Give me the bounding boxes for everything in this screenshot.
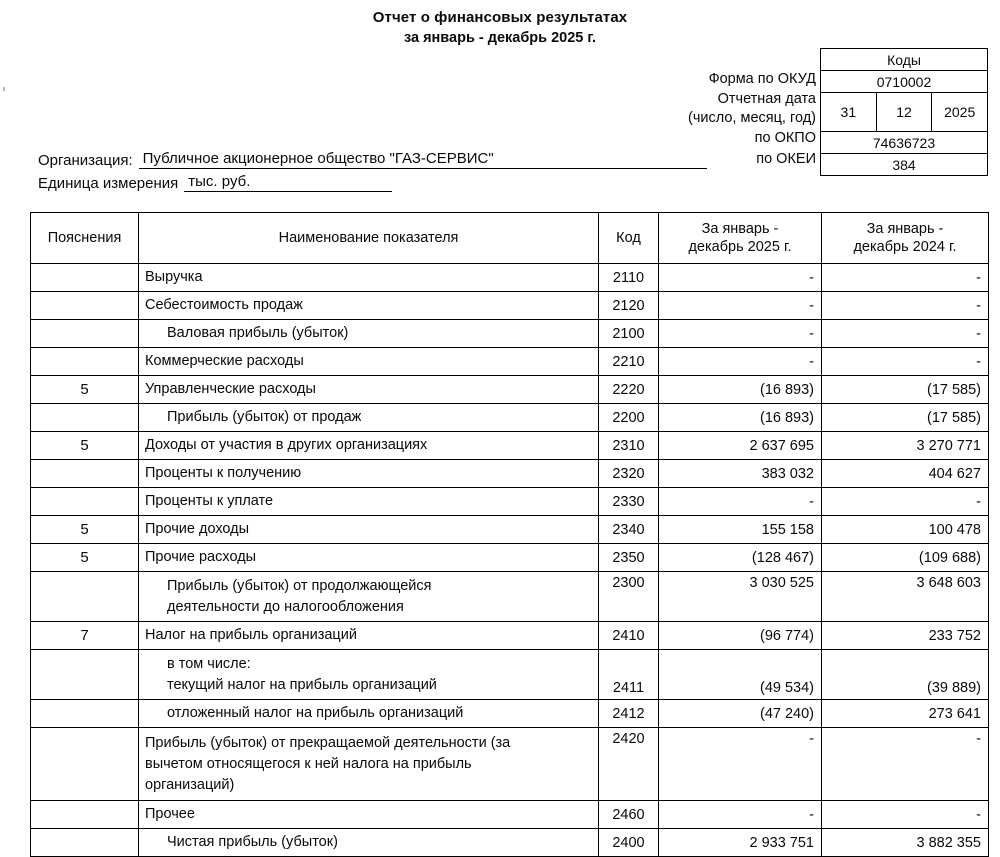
row-label [139, 376, 599, 404]
row-value-current: 2 933 751 [659, 829, 822, 857]
row-notes [31, 801, 139, 829]
financial-results-table [30, 212, 989, 857]
unit-value: тыс. руб. [184, 173, 392, 192]
row-label-line: Прибыль (убыток) от продаж [167, 409, 362, 425]
row-label-line: Прочее [145, 806, 195, 822]
codes-header-spacer [560, 48, 816, 69]
row-notes: 5 [31, 544, 139, 572]
row-notes [31, 264, 139, 292]
table-header-row [31, 213, 989, 264]
row-value-previous: - [822, 348, 989, 376]
row-notes [31, 700, 139, 728]
row-notes [31, 829, 139, 857]
header-previous-period [822, 213, 989, 264]
table-row [31, 650, 989, 700]
row-label [139, 622, 599, 650]
row-code: 2420 [599, 728, 659, 801]
row-label [139, 700, 599, 728]
row-value-current: (96 774) [659, 622, 822, 650]
row-label [139, 460, 599, 488]
row-notes: 5 [31, 516, 139, 544]
table-row [31, 622, 989, 650]
row-notes [31, 488, 139, 516]
report-date-label [560, 90, 816, 128]
report-date-month: 12 [877, 93, 933, 131]
row-notes [31, 460, 139, 488]
row-label [139, 728, 599, 801]
row-value-previous: - [822, 488, 989, 516]
row-label-line: Проценты к получению [145, 465, 302, 481]
table-row [31, 376, 989, 404]
row-label-line: Налог на прибыль организаций [145, 627, 357, 643]
row-value-current: - [659, 728, 822, 801]
okpo-value: 74636723 [821, 132, 987, 154]
row-label-line: вычетом относящегося к ней налога на прибыль [145, 755, 472, 772]
codes-box [820, 48, 988, 176]
row-notes [31, 728, 139, 801]
row-label [139, 264, 599, 292]
table-row [31, 404, 989, 432]
row-value-previous: 100 478 [822, 516, 989, 544]
row-code: 2410 [599, 622, 659, 650]
table-body [31, 264, 989, 857]
organization-name: Публичное акционерное общество "ГАЗ-СЕРВИС" [139, 150, 707, 169]
row-code: 2220 [599, 376, 659, 404]
row-value-previous: (39 889) [822, 650, 989, 700]
row-code: 2460 [599, 801, 659, 829]
row-label [139, 829, 599, 857]
row-notes [31, 650, 139, 700]
table-row [31, 432, 989, 460]
organization-row [38, 146, 707, 169]
row-value-previous: - [822, 320, 989, 348]
row-label-line: отложенный налог на прибыль организаций [167, 705, 464, 721]
header-notes: Пояснения [31, 213, 139, 264]
row-label [139, 516, 599, 544]
okei-value: 384 [892, 156, 916, 173]
row-value-previous: (109 688) [822, 544, 989, 572]
table-row [31, 320, 989, 348]
row-value-current: - [659, 801, 822, 829]
row-code: 2110 [599, 264, 659, 292]
row-label [139, 801, 599, 829]
table-row [31, 700, 989, 728]
unit-row [38, 169, 707, 192]
row-label-line: Управленческие расходы [145, 381, 316, 397]
row-value-current: (16 893) [659, 404, 822, 432]
table-row [31, 829, 989, 857]
row-label-line: Валовая прибыль (убыток) [167, 325, 349, 341]
header-current-line-1: За январь - [701, 221, 779, 237]
row-value-current: (47 240) [659, 700, 822, 728]
header-current-line-2: декабрь 2025 г. [688, 239, 792, 255]
row-value-current: 383 032 [659, 460, 822, 488]
row-notes: 5 [31, 376, 139, 404]
row-notes: 7 [31, 622, 139, 650]
table-row [31, 264, 989, 292]
row-value-current: 155 158 [659, 516, 822, 544]
report-date-day: 31 [821, 93, 877, 131]
row-value-current: 3 030 525 [659, 572, 822, 622]
row-value-current: (16 893) [659, 376, 822, 404]
row-label-line: Проценты к уплате [145, 493, 274, 509]
table-row [31, 516, 989, 544]
okud-value: 0710002 [821, 71, 987, 93]
row-value-previous: (17 585) [822, 376, 989, 404]
row-code: 2120 [599, 292, 659, 320]
table-row [31, 488, 989, 516]
page-subtitle: за январь - декабрь 2025 г. [403, 30, 597, 46]
report-date-year: 2025 [944, 104, 976, 120]
row-code: 2320 [599, 460, 659, 488]
row-label-line: организаций) [145, 776, 235, 793]
row-notes [31, 572, 139, 622]
unit-label: Единица измерения [38, 175, 179, 192]
row-value-current: (49 534) [659, 650, 822, 700]
report-date-label-line-2: (число, месяц, год) [688, 110, 816, 126]
row-label-line: в том числе: [167, 655, 251, 672]
header-previous-line-2: декабрь 2024 г. [853, 239, 957, 255]
table-row [31, 572, 989, 622]
row-label-line: Себестоимость продаж [145, 297, 303, 313]
row-value-current: - [659, 488, 822, 516]
row-value-previous: (17 585) [822, 404, 989, 432]
row-notes [31, 348, 139, 376]
row-code: 2200 [599, 404, 659, 432]
row-value-previous: 273 641 [822, 700, 989, 728]
row-value-previous: 3 882 355 [822, 829, 989, 857]
header-name: Наименование показателя [139, 213, 599, 264]
row-code: 2412 [599, 700, 659, 728]
row-value-current: - [659, 264, 822, 292]
row-value-current: (128 467) [659, 544, 822, 572]
row-code: 2340 [599, 516, 659, 544]
row-label-line: Прибыль (убыток) от прекращаемой деятельности (за [145, 734, 511, 751]
header-current-period [659, 213, 822, 264]
row-label [139, 432, 599, 460]
row-value-previous: - [822, 292, 989, 320]
row-notes: 5 [31, 432, 139, 460]
row-value-previous: - [822, 264, 989, 292]
table-row [31, 348, 989, 376]
header-previous-line-1: За январь - [866, 221, 944, 237]
table-row [31, 460, 989, 488]
row-label-line: текущий налог на прибыль организаций [167, 676, 437, 693]
row-code: 2210 [599, 348, 659, 376]
row-label-line: Коммерческие расходы [145, 353, 304, 369]
row-value-previous: 233 752 [822, 622, 989, 650]
row-label-line: Доходы от участия в других организациях [145, 437, 428, 453]
row-label-line: Прочие доходы [145, 521, 250, 537]
okud-label: Форма по ОКУД [708, 71, 816, 87]
codes-box-header: Коды [821, 49, 987, 71]
table-row [31, 544, 989, 572]
row-notes [31, 320, 139, 348]
row-value-previous: - [822, 801, 989, 829]
report-date-label-line-1: Отчетная дата [717, 91, 816, 107]
organization-block [38, 146, 707, 192]
report-date-value-row [821, 93, 987, 132]
row-label [139, 292, 599, 320]
row-notes [31, 292, 139, 320]
row-label [139, 404, 599, 432]
row-code: 2411 [599, 650, 659, 700]
row-label-line: Прибыль (убыток) от продолжающейся [167, 577, 432, 594]
row-value-previous: 404 627 [822, 460, 989, 488]
row-value-previous: - [822, 728, 989, 801]
row-value-current: 2 637 695 [659, 432, 822, 460]
row-label [139, 348, 599, 376]
row-value-previous: 3 648 603 [822, 572, 989, 622]
row-notes [31, 404, 139, 432]
scan-artifact [3, 87, 5, 91]
row-code: 2100 [599, 320, 659, 348]
okpo-label: по ОКПО [754, 130, 816, 146]
organization-label: Организация: [38, 152, 133, 169]
row-label [139, 572, 599, 622]
row-label [139, 544, 599, 572]
table-row [31, 801, 989, 829]
header-code: Код [599, 213, 659, 264]
row-label-line: Чистая прибыль (убыток) [167, 834, 338, 850]
row-label-line: Выручка [145, 269, 203, 285]
row-label [139, 488, 599, 516]
row-code: 2330 [599, 488, 659, 516]
row-label [139, 320, 599, 348]
row-value-current: - [659, 348, 822, 376]
table-row [31, 728, 989, 801]
row-value-current: - [659, 320, 822, 348]
row-label [139, 650, 599, 700]
row-value-current: - [659, 292, 822, 320]
row-code: 2310 [599, 432, 659, 460]
okei-label: по ОКЕИ [756, 151, 816, 167]
document-title-block [0, 0, 1000, 47]
row-label-line: Прочие расходы [145, 549, 257, 565]
row-label-line: деятельности до налогообложения [167, 598, 404, 615]
row-code: 2400 [599, 829, 659, 857]
row-value-previous: 3 270 771 [822, 432, 989, 460]
table-row [31, 292, 989, 320]
page-title: Отчет о финансовых результатах [372, 9, 628, 26]
row-code: 2350 [599, 544, 659, 572]
row-code: 2300 [599, 572, 659, 622]
